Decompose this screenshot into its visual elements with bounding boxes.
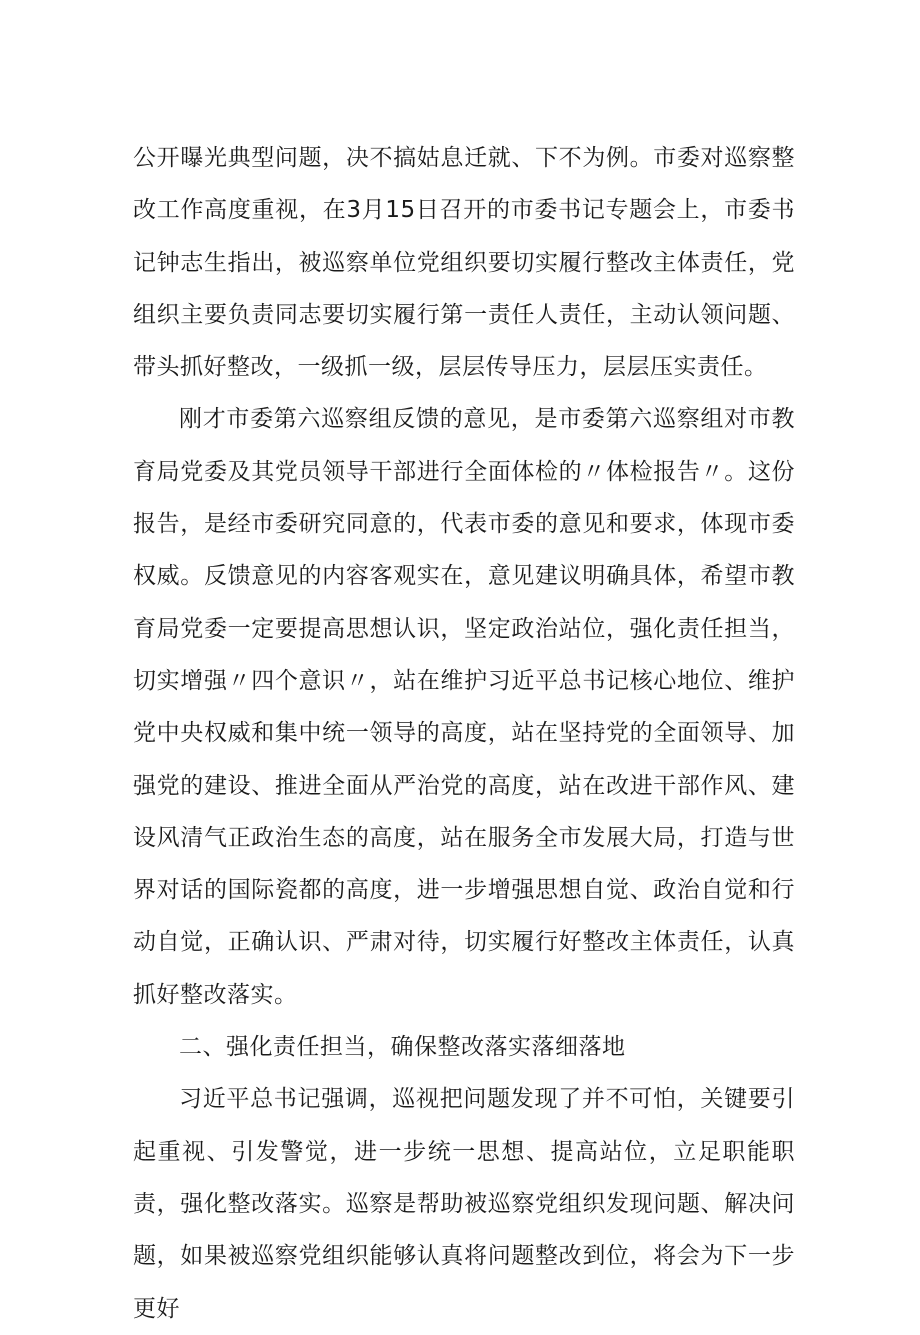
paragraph-rectification: 习近平总书记强调，巡视把问题发现了并不可怕，关键要引起重视、引发警觉，进一步统一思想、提高站位，立足职能职责，强化整改落实。巡察是帮助被巡察党组织发现问题、解决问题，如果被巡察党组织能够认真将问题整改到位，将会为下一步更好 (133, 1086, 795, 1322)
paragraph-continuation: 公开曝光典型问题，决不搞姑息迁就、下不为例。市委对巡察整改工作高度重视，在3月15日召开的市委书记专题会上，市委书记钟志生指出，被巡察单位党组织要切实履行整改主体责任，党组织主要负责同志要切实履行第一责任人责任，主动认领问题、带头抓好整改，一级抓一级，层层传导压力，层层压实责任。 (133, 145, 795, 381)
document-body (133, 132, 795, 1335)
paragraph-inspection-feedback: 刚才市委第六巡察组反馈的意见，是市委第六巡察组对市教育局党委及其党员领导干部进行全面体检的〃体检报告〃。这份报告，是经市委研究同意的，代表市委的意见和要求，体现市委权威。反馈意见的内容客观实在，意见建议明确具体，希望市教育局党委一定要提高思想认识，坚定政治站位，强化责任担当，切实增强〃四个意识〃，站在维护习近平总书记核心地位、维护党中央权威和集中统一领导的高度，站在坚持党的全面领导、加强党的建设、推进全面从严治党的高度，站在改进干部作风、建设风清气正政治生态的高度，站在服务全市发展大局，打造与世界对话的国际瓷都的高度，进一步增强思想自觉、政治自觉和行动自觉，正确认识、严肃对待，切实履行好整改主体责任，认真抓好整改落实。 (133, 406, 795, 1008)
section-heading: 二、强化责任担当，确保整改落实落细落地 (179, 1034, 626, 1061)
